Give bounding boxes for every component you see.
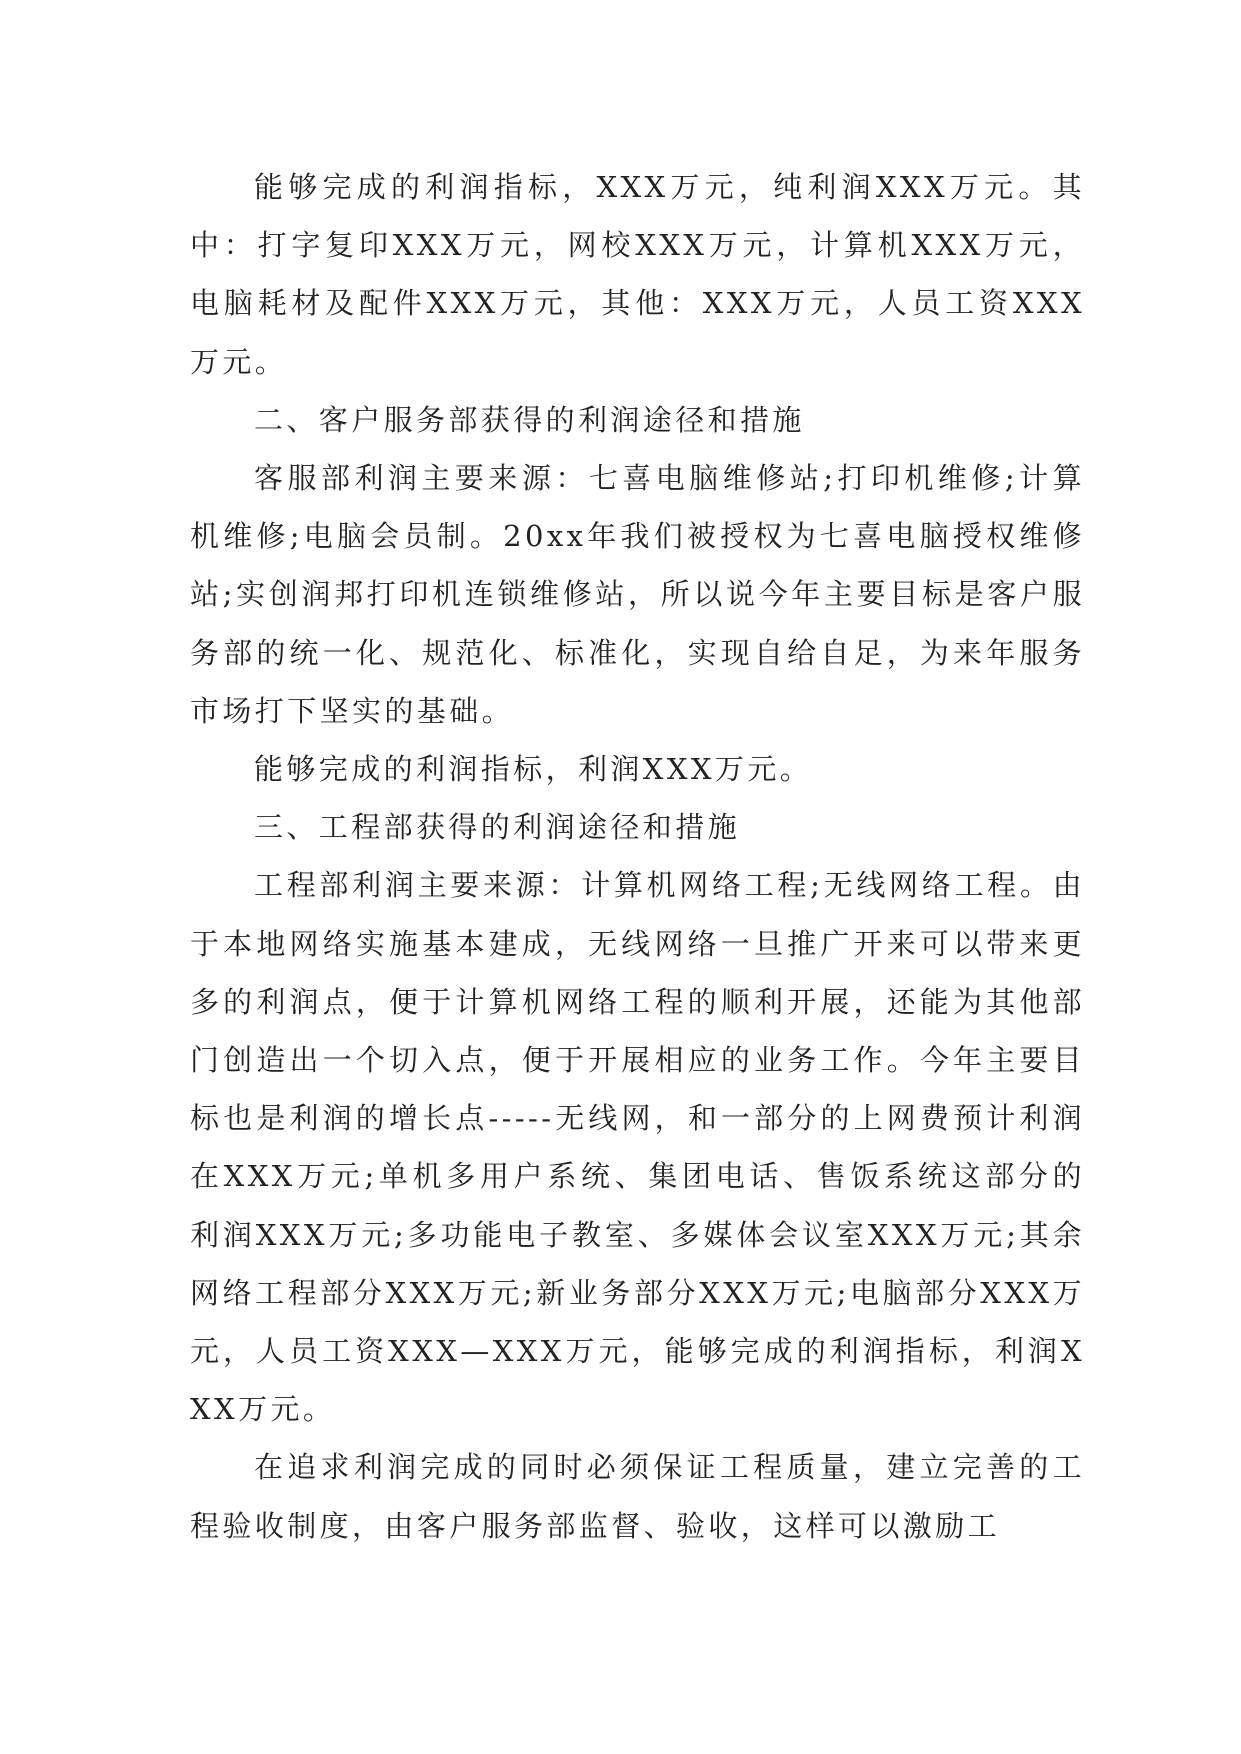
section-heading-engineering: 三、工程部获得的利润途径和措施: [254, 810, 741, 845]
paragraph-profit-targets: 能够完成的利润指标，XXX万元，纯利润XXX万元。其中：打字复印XXX万元，网校XXX万元，计算机XXX万元，电脑耗材及配件XXX万元，其他：XXX万元，人员工资XXX万元。: [190, 170, 1085, 379]
paragraph-engineering-sources: 工程部利润主要来源：计算机网络工程;无线网络工程。由于本地网络实施基本建成，无线网络一旦推广开来可以带来更多的利润点，便于计算机网络工程的顺利开展，还能为其他部门创造出一个切入点，便于开展相应的业务工作。今年主要目标也是利润的增长点-----无线网，和一部分的上网费预计利润在XXX万元;单机多用户系统、集团电话、售饭系统这部分的利润XXX万元;多功能电子教室、多媒体会议室XXX万元;其余网络工程部分XXX万元;新业务部分XXX万元;电脑部分XXX万元，人员工资XXX—XXX万元，能够完成的利润指标，利润XXX万元。: [190, 868, 1085, 1427]
section-heading-customer-service: 二、客户服务部获得的利润途径和措施: [254, 402, 805, 437]
paragraph-customer-service-target: 能够完成的利润指标，利润XXX万元。: [254, 752, 813, 787]
paragraph-customer-service-sources: 客服部利润主要来源：七喜电脑维修站;打印机维修;计算机维修;电脑会员制。20xx年我们被授权为七喜电脑授权维修站;实创润邦打印机连锁维修站，所以说今年主要目标是客户服务部的统一化、规范化、标准化，实现自给自足，为来年服务市场打下坚实的基础。: [190, 461, 1085, 728]
paragraph-quality-assurance: 在追求利润完成的同时必须保证工程质量，建立完善的工程验收制度，由客户服务部监督、验收，这样可以激励工: [190, 1450, 1085, 1543]
document-body: [190, 158, 1085, 1555]
